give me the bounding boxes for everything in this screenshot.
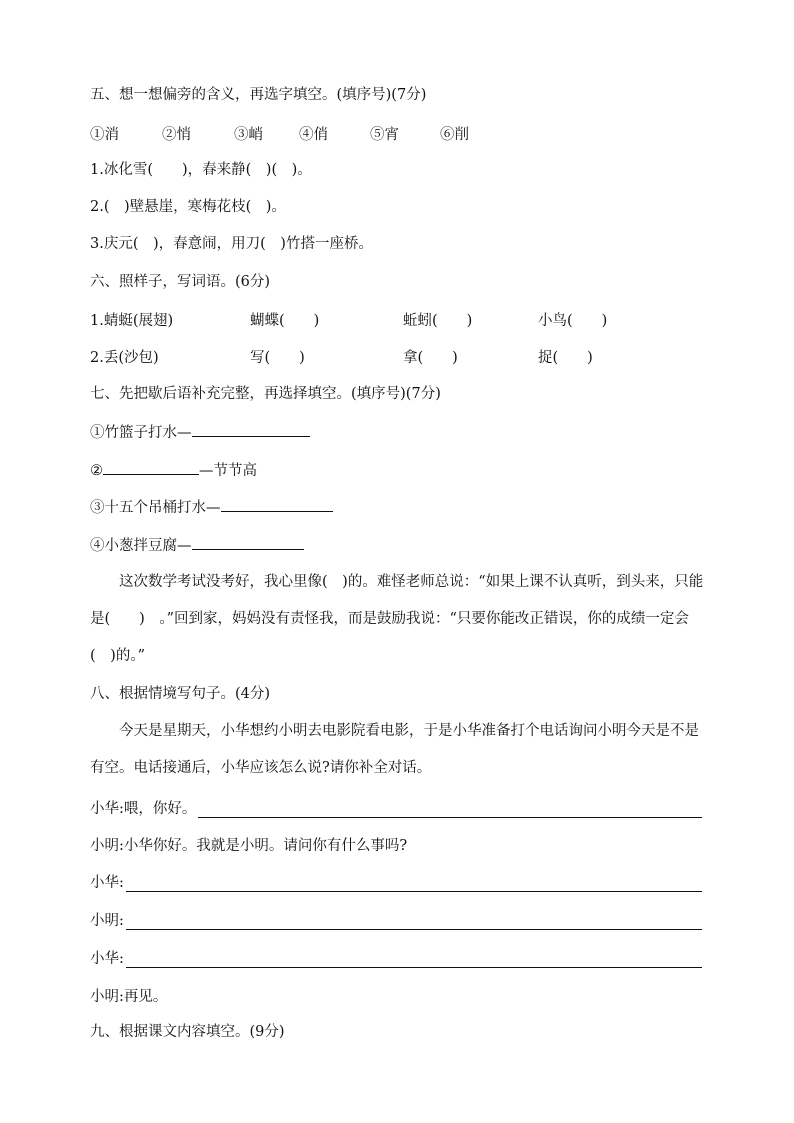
dialogue-answer-line[interactable] bbox=[126, 914, 702, 930]
idiom-item-2: ② —节节高 bbox=[90, 460, 257, 481]
word-blank: 蝴蝶( ) bbox=[250, 313, 320, 329]
idiom-item-3: ③十五个吊桶打水— bbox=[90, 497, 333, 518]
example-word: 2.丢(沙包) bbox=[90, 350, 159, 366]
option-2: ②悄 bbox=[162, 127, 191, 143]
dialogue-line-5: 小华: bbox=[90, 947, 702, 968]
idiom-item-4: ④小葱拌豆腐— bbox=[90, 535, 304, 556]
answer-blank[interactable] bbox=[192, 535, 304, 550]
section5-question-2: 2.( )壁悬崖，寒梅花枝( )。 bbox=[90, 199, 286, 215]
section6-heading: 六、照样子，写词语。(6分) bbox=[90, 274, 271, 290]
dialogue-answer-line[interactable] bbox=[198, 802, 702, 818]
section9-heading: 九、根据课文内容填空。(9分) bbox=[90, 1024, 285, 1040]
word-blank: 捉( ) bbox=[538, 350, 593, 366]
section5-heading: 五、想一想偏旁的含义，再选字填空。(填序号)(7分) bbox=[90, 87, 427, 103]
word-blank: 小鸟( ) bbox=[538, 313, 608, 329]
option-1: ①消 bbox=[90, 127, 119, 143]
option-5: ⑤宵 bbox=[370, 127, 399, 143]
dialogue-line-4: 小明: bbox=[90, 909, 702, 930]
word-blank: 写( ) bbox=[250, 350, 305, 366]
section5-question-1: 1.冰化雪( )，春来静( )( )。 bbox=[90, 162, 312, 178]
dialogue-line-6: 小明:再见。 bbox=[90, 989, 168, 1005]
section5-question-3: 3.庆元( )，春意闹，用刀( )竹搭一座桥。 bbox=[90, 236, 373, 252]
section8-paragraph: 今天是星期天，小华想约小明去电影院看电影，于是小华准备打个电话询问小明今天是不是有空。电话接通后，小华应该怎么说?请你补全对话。 bbox=[90, 723, 699, 776]
option-3: ③峭 bbox=[234, 127, 263, 143]
example-word: 1.蜻蜓(展翅) bbox=[90, 313, 174, 329]
section7-paragraph: 这次数学考试没考好，我心里像( )的。难怪老师总说：“如果上课不认真听，到头来，只能是( ) 。”回到家，妈妈没有责怪我，而是鼓励我说：“只要你能改正错误，你的成绩一定会( )的。” bbox=[90, 574, 704, 664]
answer-blank[interactable] bbox=[103, 460, 199, 475]
answer-blank[interactable] bbox=[221, 497, 333, 512]
section8-heading: 八、根据情境写句子。(4分) bbox=[90, 686, 271, 702]
dialogue-line-1: 小华:喂，你好。 bbox=[90, 797, 702, 818]
section7-heading: 七、先把歇后语补充完整，再选择填空。(填序号)(7分) bbox=[90, 386, 441, 402]
dialogue-answer-line[interactable] bbox=[126, 952, 702, 968]
word-blank: 拿( ) bbox=[403, 350, 458, 366]
word-blank: 蚯蚓( ) bbox=[403, 313, 473, 329]
option-4: ④俏 bbox=[299, 127, 328, 143]
dialogue-line-2: 小明:小华你好。我就是小明。请问你有什么事吗? bbox=[90, 838, 408, 854]
option-6: ⑥削 bbox=[440, 127, 469, 143]
answer-blank[interactable] bbox=[192, 422, 310, 437]
idiom-item-1: ①竹篮子打水— bbox=[90, 422, 310, 443]
dialogue-answer-line[interactable] bbox=[126, 876, 702, 892]
dialogue-line-3: 小华: bbox=[90, 871, 702, 892]
